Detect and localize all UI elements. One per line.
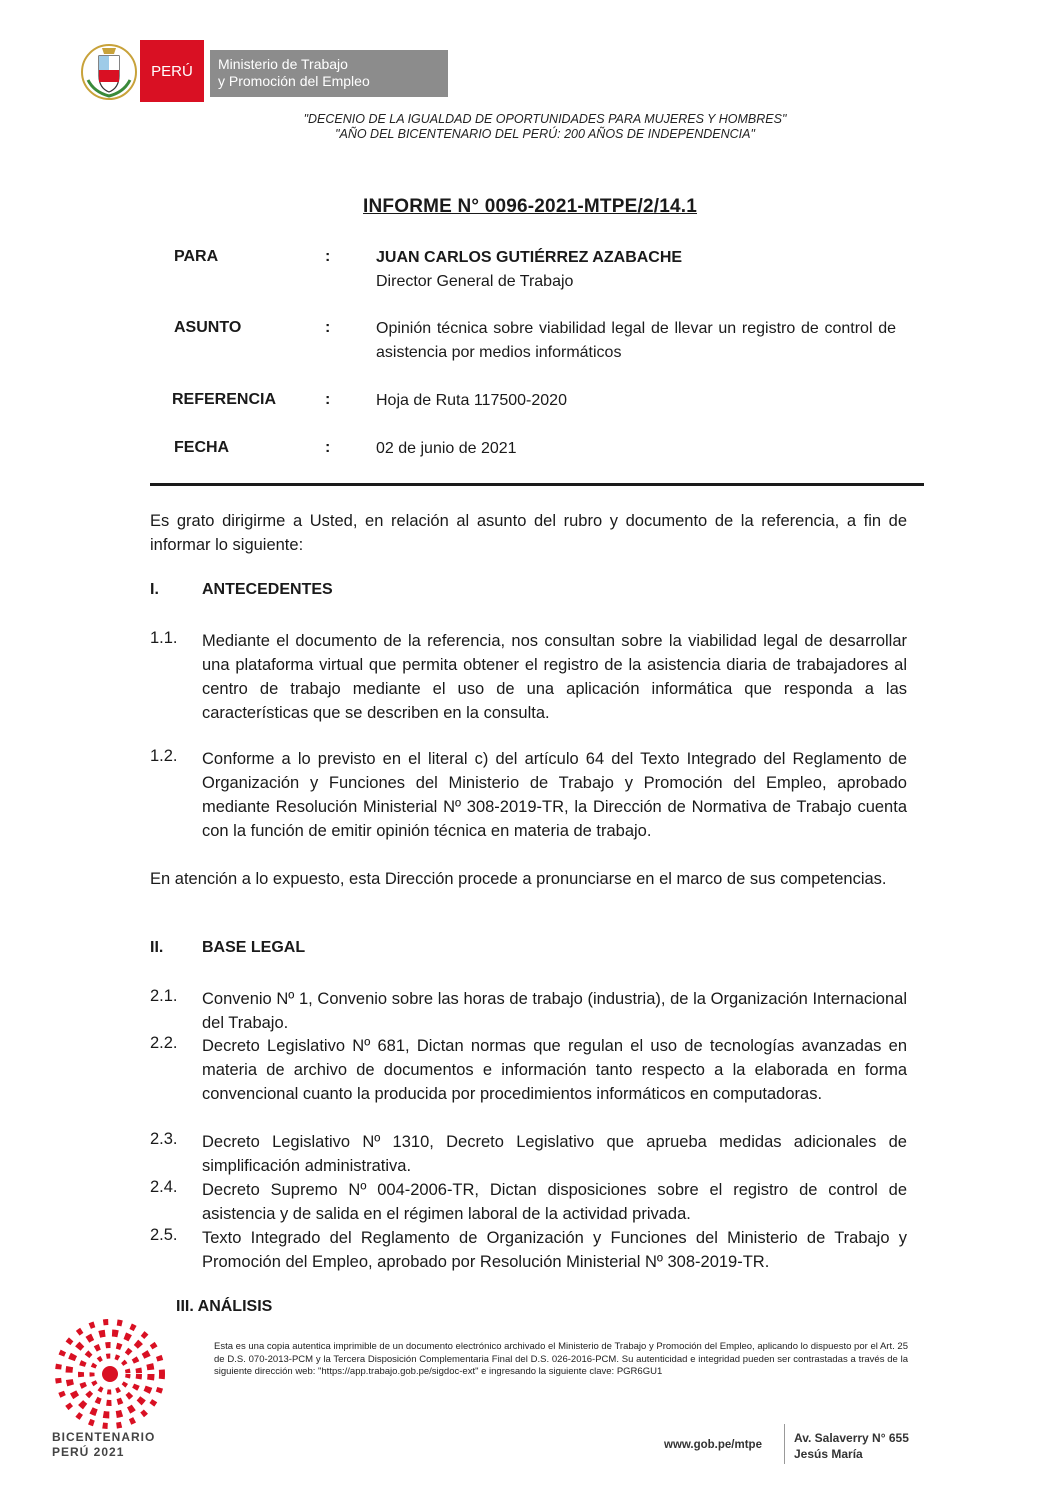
item-number: 1.2.: [150, 747, 178, 765]
field-label-asunto: ASUNTO: [174, 319, 242, 336]
item-text: Convenio Nº 1, Convenio sobre las horas de trabajo (industria), de la Organización Internacional del Trabajo.: [202, 990, 907, 1032]
slogans: [150, 112, 940, 142]
field-label-fecha: FECHA: [174, 439, 230, 456]
item-number: 2.2.: [150, 1034, 178, 1052]
item-text: Mediante el documento de la referencia, nos consultan sobre la viabilidad legal de desarrollar una plataforma virtual que permita obtener el registro de la asistencia diaria de trabajadores al centro de trabajo mediante el uso de una aplicación informática que responda a las características que se describen en la consulta.: [202, 632, 907, 722]
divider: [150, 483, 924, 486]
field-label-referencia: REFERENCIA: [172, 391, 277, 408]
field-value-para: JUAN CARLOS GUTIÉRREZ AZABACHE: [376, 249, 683, 266]
section-1-title: ANTECEDENTES: [202, 581, 333, 598]
field-colon: :: [325, 439, 331, 456]
field-colon: :: [325, 248, 331, 265]
section-2-number: II.: [150, 939, 164, 956]
item-number: 2.3.: [150, 1130, 178, 1148]
item-text: Decreto Supremo Nº 004-2006-TR, Dictan disposiciones sobre el registro de control de asistencia y de salida en el régimen laboral de la actividad privada.: [202, 1181, 907, 1223]
bicentenario-line1: BICENTENARIO: [52, 1430, 156, 1444]
ministry-line2: y Promoción del Empleo: [218, 73, 370, 89]
field-colon: :: [325, 391, 331, 408]
item-number: 2.5.: [150, 1226, 178, 1244]
ministry-line1: Ministerio de Trabajo: [218, 56, 348, 72]
slogan-1: "DECENIO DE LA IGUALDAD DE OPORTUNIDADES PARA MUJERES Y HOMBRES": [303, 112, 787, 126]
bicentenario-logo-icon: [52, 1316, 168, 1432]
item-number: 2.1.: [150, 987, 178, 1005]
field-colon: :: [325, 319, 331, 336]
authenticity-note: Esta es una copia autentica imprimible de un documento electrónico archivado el Ministerio de Trabajo y Promoción del Empleo, aplicando lo dispuesto por el Art. 25 de D.S. 070-2013-PCM y la Tercera Disposición Complementaria Final del D.S. 026-2016-PCM. Su autenticidad e integridad pueden ser contrastadas a través de la siguiente dirección web: "https://app.trabajo.gob.pe/sigdoc-ext" e ingresando la siguiente clave: PGR6GU1: [214, 1341, 908, 1377]
address-line2: Jesús María: [794, 1447, 863, 1461]
slogan-2: "AÑO DEL BICENTENARIO DEL PERÚ: 200 AÑOS DE INDEPENDENCIA": [335, 127, 755, 141]
item-number: 2.4.: [150, 1178, 178, 1196]
ministry-brand: [210, 50, 448, 97]
bicentenario-line2: PERÚ 2021: [52, 1445, 125, 1459]
coat-of-arms-icon: [80, 40, 138, 104]
field-value-para-role: Director General de Trabajo: [376, 273, 574, 290]
section-1-number: I.: [150, 581, 159, 598]
address-line1: Av. Salaverry N° 655: [794, 1431, 909, 1445]
item-text: Decreto Legislativo Nº 681, Dictan normas que regulan el uso de tecnologías avanzadas en materia de archivo de documentos e información tanto respecto a la elaborada en forma convencional cuanto la producida por procedimientos informáticos en computadoras.: [202, 1037, 907, 1103]
field-value-asunto: Opinión técnica sobre viabilidad legal de llevar un registro de control de asistencia por medios informáticos: [376, 320, 896, 361]
peru-brand-box: [140, 40, 204, 102]
field-value-referencia: Hoja de Ruta 117500-2020: [376, 392, 567, 409]
field-value-fecha: 02 de junio de 2021: [376, 440, 517, 457]
intro-paragraph: Es grato dirigirme a Usted, en relación al asunto del rubro y documento de la referencia, a fin de informar lo siguiente:: [150, 512, 907, 554]
item-text: Conforme a lo previsto en el literal c) del artículo 64 del Texto Integrado del Reglamento de Organización y Funciones del Ministerio de Trabajo y Promoción del Empleo, aprobado mediante Resolución Ministerial Nº 308-2019-TR, la Dirección de Normativa de Trabajo cuenta con la función de emitir opinión técnica en materia de trabajo.: [202, 750, 907, 840]
website-link[interactable]: www.gob.pe/mtpe: [664, 1439, 762, 1451]
footer-separator: [784, 1424, 785, 1464]
section-3-title: III. ANÁLISIS: [176, 1298, 273, 1315]
item-text: Decreto Legislativo Nº 1310, Decreto Legislativo que aprueba medidas adicionales de simplificación administrativa.: [202, 1133, 907, 1175]
address: [794, 1430, 909, 1462]
item-number: 1.1.: [150, 629, 178, 647]
bicentenario-text: [52, 1430, 182, 1460]
country-label: PERÚ: [151, 62, 193, 80]
section-2-title: BASE LEGAL: [202, 939, 306, 956]
report-title: INFORME N° 0096-2021-MTPE/2/14.1: [363, 196, 697, 217]
atencion-paragraph: En atención a lo expuesto, esta Dirección procede a pronunciarse en el marco de sus competencias.: [150, 870, 887, 888]
field-label-para: PARA: [174, 248, 219, 265]
item-text: Texto Integrado del Reglamento de Organización y Funciones del Ministerio de Trabajo y Promoción del Empleo, aprobado por Resolución Ministerial Nº 308-2019-TR.: [202, 1229, 907, 1271]
